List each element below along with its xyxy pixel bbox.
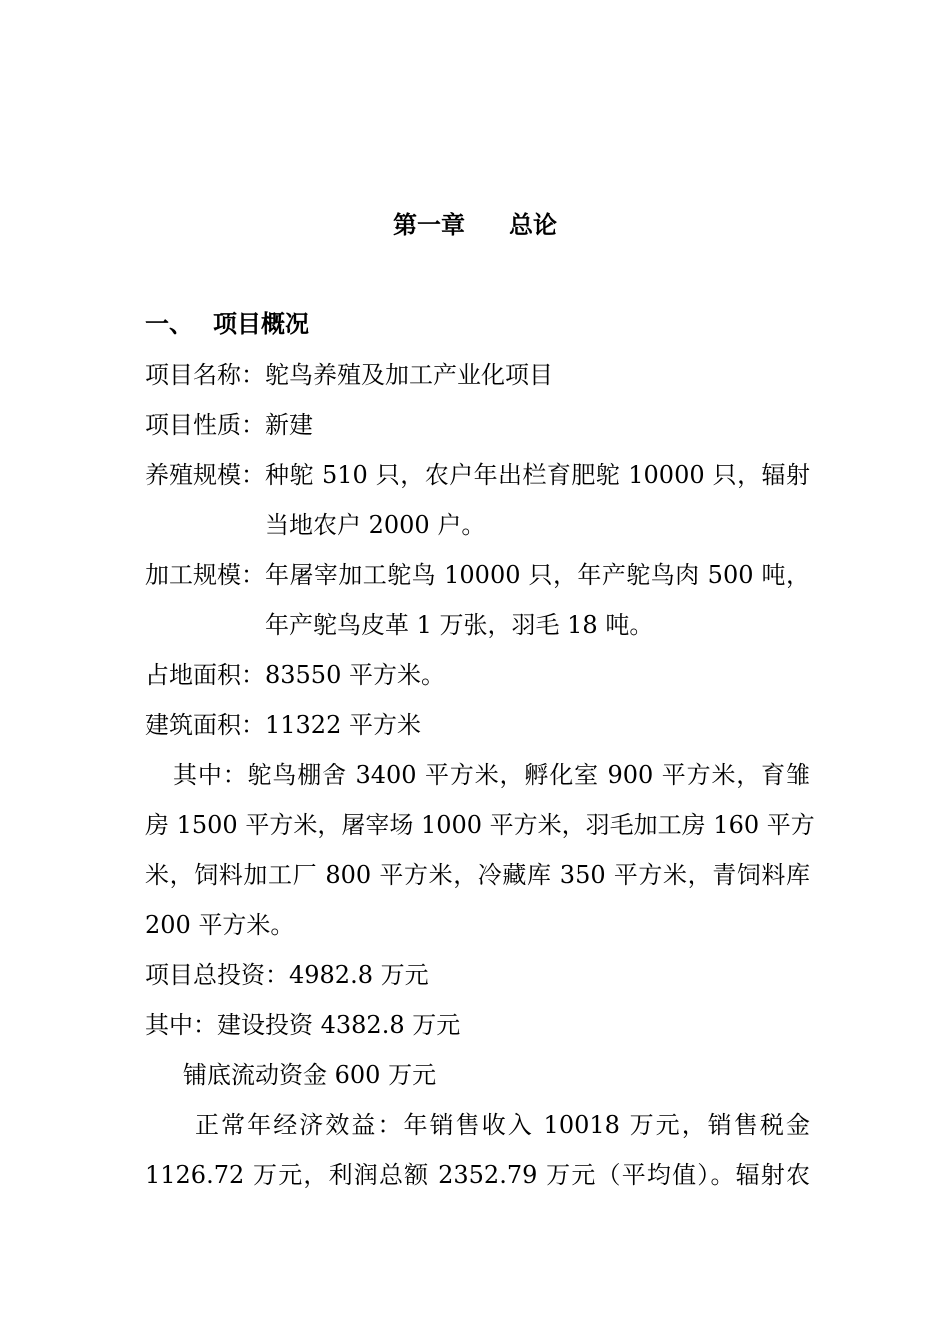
processing-scale-label: 加工规模：: [145, 561, 265, 589]
land-area-value: 83550 平方米。: [265, 661, 445, 689]
economic-benefit-line-2: 1126.72 万元，利润总额 2352.79 万元（平均值）。辐射农: [145, 1161, 810, 1189]
project-nature-label: 项目性质：: [145, 411, 265, 439]
breeding-scale-label: 养殖规模：: [145, 461, 265, 489]
building-detail-line-3: 米，饲料加工厂 800 平方米，冷藏库 350 平方米，青饲料库: [145, 861, 810, 889]
processing-scale-line-1: 年屠宰加工鸵鸟 10000 只，年产鸵鸟肉 500 吨，: [265, 561, 810, 589]
chapter-title: [0, 205, 950, 245]
economic-benefit-line-1: 正常年经济效益：年销售收入 10018 万元，销售税金: [195, 1111, 810, 1139]
project-nature-row: [145, 400, 810, 450]
building-area-row: [145, 700, 810, 750]
processing-scale-row: [145, 550, 810, 650]
construction-investment: 其中：建设投资 4382.8 万元: [145, 1011, 461, 1039]
total-investment: 项目总投资：4982.8 万元: [145, 961, 429, 989]
working-capital: 铺底流动资金 600 万元: [183, 1061, 437, 1089]
breeding-scale-line-1: 种鸵 510 只，农户年出栏育肥鸵 10000 只，辐射: [265, 461, 810, 489]
section-title: 项目概况: [213, 309, 309, 338]
project-name-row: [145, 350, 810, 400]
building-detail-line-2: 房 1500 平方米，屠宰场 1000 平方米，羽毛加工房 160 平方: [145, 811, 815, 839]
building-detail-line-4: 200 平方米。: [145, 911, 295, 939]
section-heading: [145, 304, 309, 344]
land-area-label: 占地面积：: [145, 661, 265, 689]
building-area-value: 11322 平方米: [265, 711, 421, 739]
project-name-value: 鸵鸟养殖及加工产业化项目: [265, 361, 553, 389]
project-nature-value: 新建: [265, 411, 313, 439]
breeding-scale-line-2: 当地农户 2000 户。: [265, 511, 486, 539]
processing-scale-line-2: 年产鸵鸟皮革 1 万张，羽毛 18 吨。: [265, 611, 654, 639]
document-body: [145, 350, 815, 1200]
building-detail-paragraph: [145, 750, 815, 950]
breeding-scale-row: [145, 450, 810, 550]
chapter-number: 第一章: [393, 210, 465, 239]
chapter-name: 总论: [509, 210, 557, 239]
section-number: 一、: [145, 309, 193, 338]
building-detail-line-1: 其中：鸵鸟棚舍 3400 平方米，孵化室 900 平方米，育雏: [173, 761, 810, 789]
land-area-row: [145, 650, 810, 700]
project-name-label: 项目名称：: [145, 361, 265, 389]
economic-benefit-paragraph: [145, 1100, 810, 1200]
building-area-label: 建筑面积：: [145, 711, 265, 739]
processing-scale-value: [265, 550, 810, 650]
breeding-scale-value: [265, 450, 810, 550]
